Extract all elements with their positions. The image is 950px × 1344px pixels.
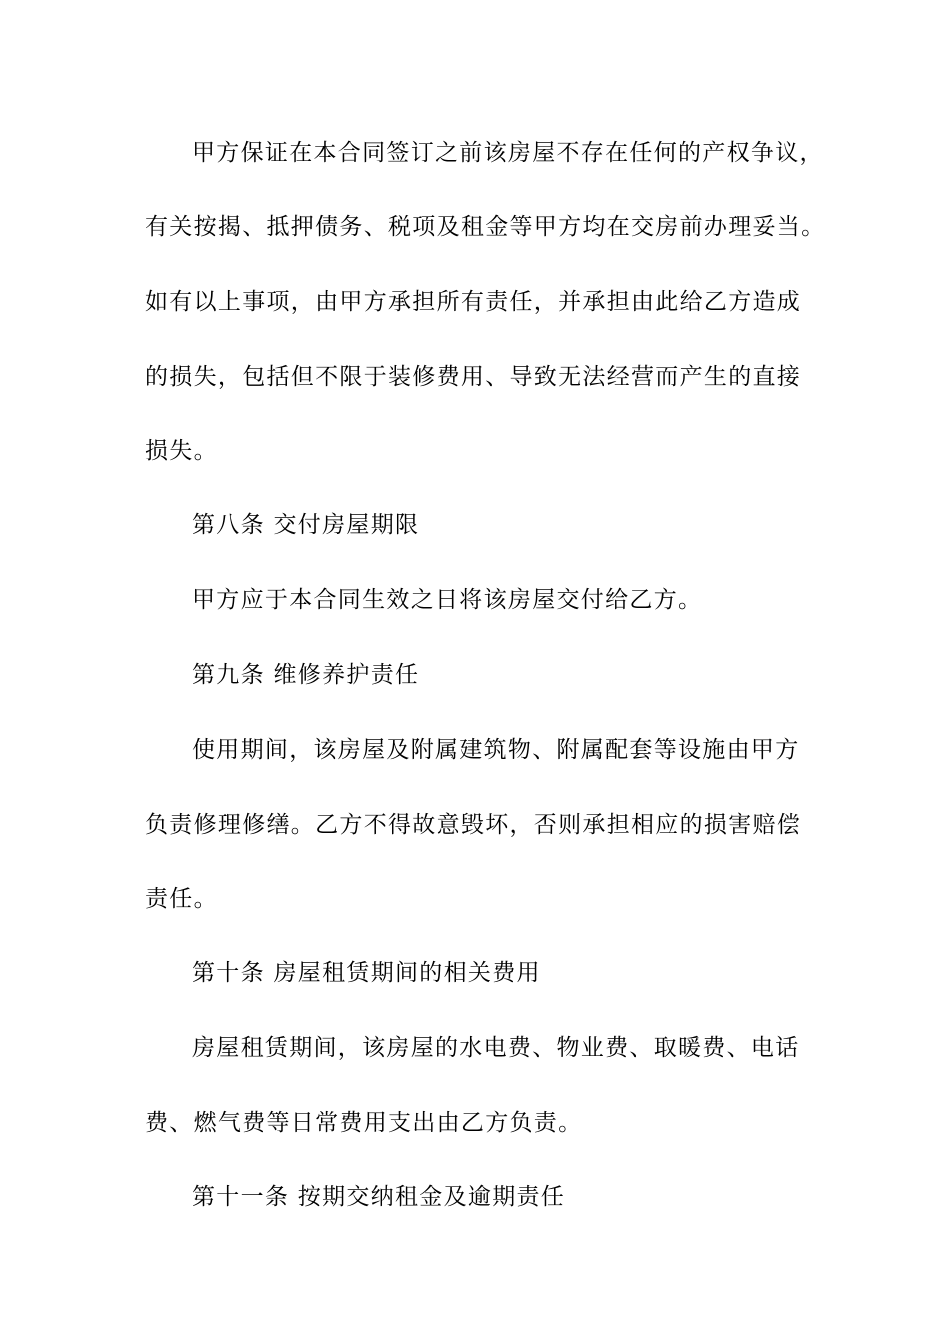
paragraph-line: 责任。 xyxy=(145,886,218,912)
paragraph-line: 的损失，包括但不限于装修费用、导致无法经营而产生的直接 xyxy=(145,364,802,390)
article-heading: 第十一条 按期交纳租金及逾期责任 xyxy=(192,1184,566,1210)
paragraph-line: 负责修理修缮。乙方不得故意毁坏，否则承担相应的损害赔偿 xyxy=(145,812,802,838)
article-heading: 第八条 交付房屋期限 xyxy=(192,512,420,538)
paragraph-line: 甲方保证在本合同签订之前该房屋不存在任何的产权争议， xyxy=(192,140,824,166)
paragraph-line: 房屋租赁期间，该房屋的水电费、物业费、取暖费、电话 xyxy=(192,1035,800,1061)
paragraph-line: 使用期间，该房屋及附属建筑物、附属配套等设施由甲方 xyxy=(192,737,800,763)
article-heading: 第十条 房屋租赁期间的相关费用 xyxy=(192,960,541,986)
paragraph-line: 损失。 xyxy=(145,438,218,464)
article-heading: 第九条 维修养护责任 xyxy=(192,662,420,688)
paragraph-line: 费、燃气费等日常费用支出由乙方负责。 xyxy=(145,1110,583,1136)
paragraph-line: 甲方应于本合同生效之日将该房屋交付给乙方。 xyxy=(192,587,703,613)
paragraph-line: 如有以上事项，由甲方承担所有责任，并承担由此给乙方造成 xyxy=(145,289,802,315)
paragraph-line: 有关按揭、抵押债务、税项及租金等甲方均在交房前办理妥当。 xyxy=(145,214,826,240)
